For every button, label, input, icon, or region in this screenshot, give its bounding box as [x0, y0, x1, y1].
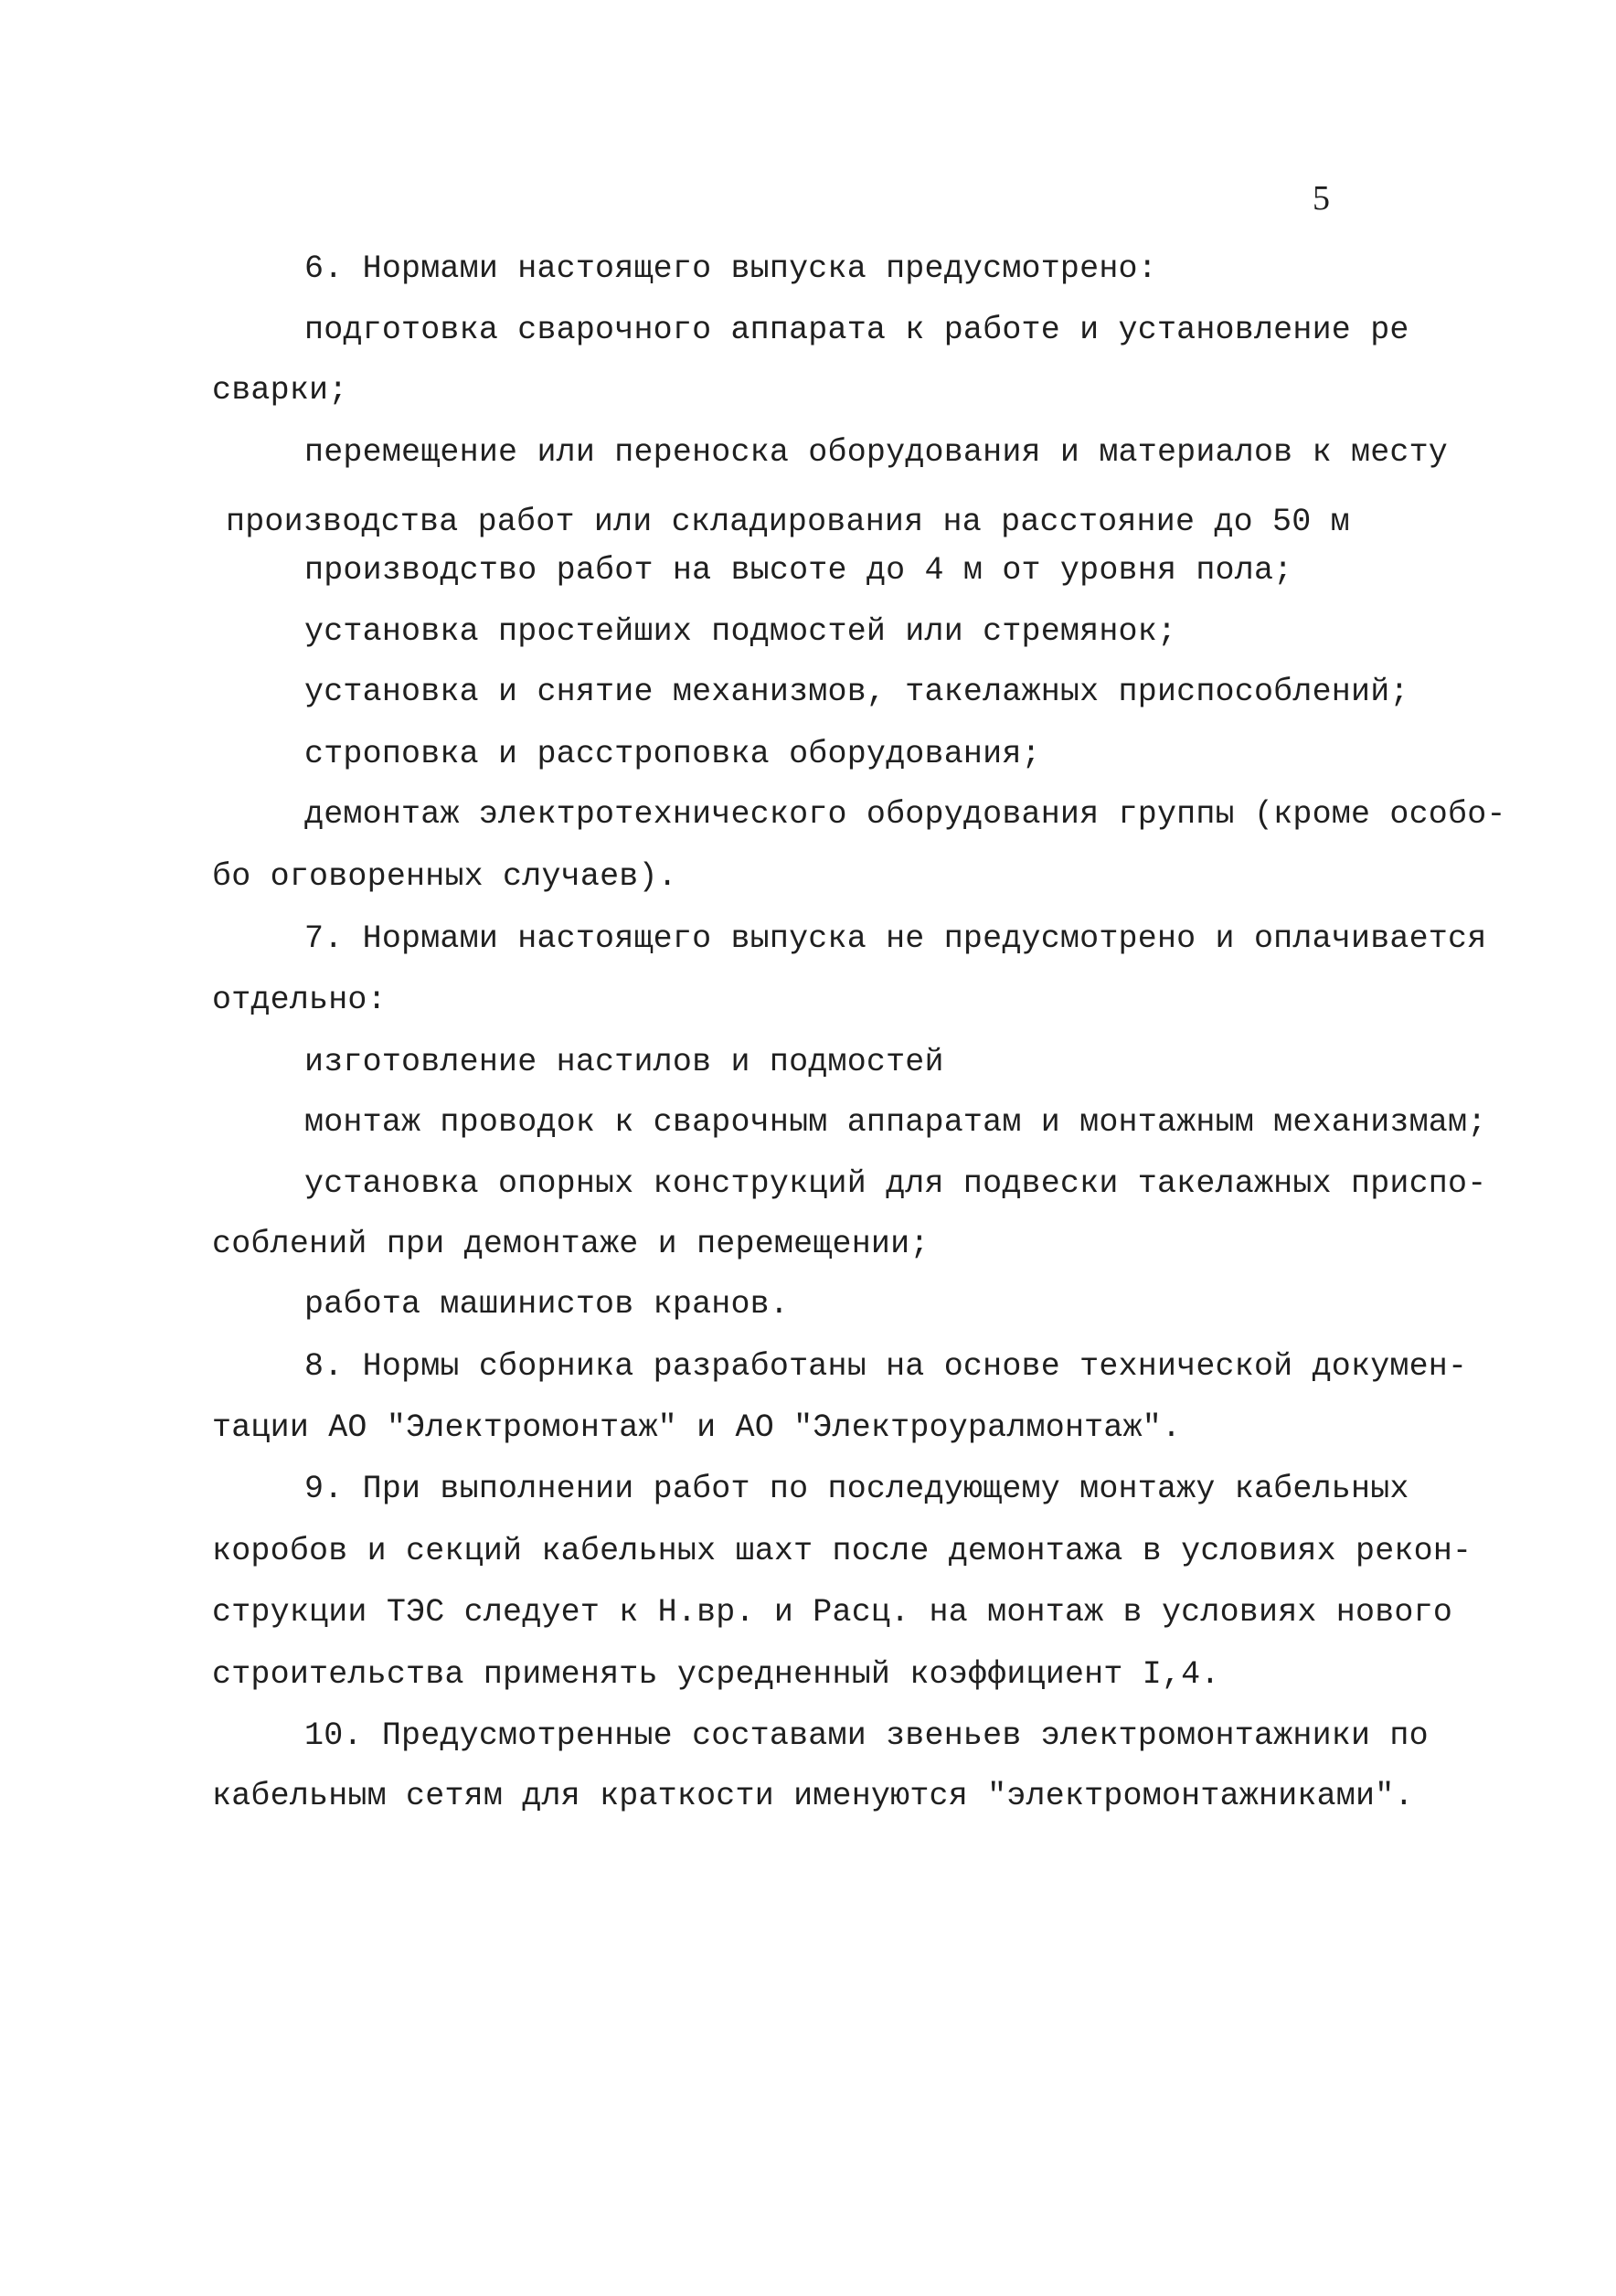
- item-10-line: 10. Предусмотренные составами звеньев электромонтажники по: [304, 1717, 1429, 1754]
- item-7-line: работа машинистов кранов.: [304, 1286, 790, 1323]
- item-8-line: 8. Нормы сборника разработаны на основе технической докумен-: [304, 1348, 1468, 1385]
- item-7-line: монтаж проводок к сварочным аппаратам и монтажным механизмам;: [304, 1104, 1487, 1141]
- item-6-line: установка и снятие механизмов, такелажных приспособлений;: [304, 674, 1409, 710]
- item-8-line: тации АО "Электромонтаж" и АО "Электроуралмонтаж".: [212, 1409, 1182, 1446]
- item-9-line: коробов и секций кабельных шахт после демонтажа в условиях рекон-: [212, 1533, 1472, 1569]
- item-6-line: установка простейших подмостей или стремянок;: [304, 613, 1177, 650]
- item-6-heading: 6. Нормами настоящего выпуска предусмотрено:: [304, 250, 1157, 287]
- item-6-line: производства работ или складирования на расстояние до 50 м: [226, 504, 1350, 540]
- item-9-line: струкции ТЭС следует к Н.вр. и Расц. на монтаж в условиях нового: [212, 1594, 1453, 1631]
- item-7-line: соблений при демонтаже и перемещении;: [212, 1226, 930, 1262]
- item-7-line: отдельно:: [212, 982, 387, 1018]
- item-6-line: производство работ на высоте до 4 м от уровня пола;: [304, 552, 1293, 589]
- item-7-line: изготовление настилов и подмостей: [304, 1044, 944, 1080]
- item-7-line: установка опорных конструкций для подвески такелажных приспо-: [304, 1165, 1487, 1202]
- page-number: 5: [1313, 179, 1330, 218]
- item-9-line: 9. При выполнении работ по последующему монтажу кабельных: [304, 1471, 1409, 1507]
- item-6-line: подготовка сварочного аппарата к работе и установление ре: [304, 312, 1409, 348]
- item-6-line: перемещение или переноска оборудования и материалов к месту: [304, 434, 1449, 471]
- item-7-heading: 7. Нормами настоящего выпуска не предусмотрено и оплачивается: [304, 920, 1487, 957]
- item-9-line: строительства применять усредненный коэффициент I,4.: [212, 1656, 1220, 1693]
- item-6-line: демонтаж электротехнического оборудования группы (кроме особо-: [304, 796, 1506, 833]
- item-6-line: сварки;: [212, 372, 348, 409]
- item-10-line: кабельным сетям для краткости именуются "электромонтажниками".: [212, 1778, 1414, 1814]
- item-6-line: строповка и расстроповка оборудования;: [304, 736, 1041, 772]
- item-6-line: бо оговоренных случаев).: [212, 858, 677, 895]
